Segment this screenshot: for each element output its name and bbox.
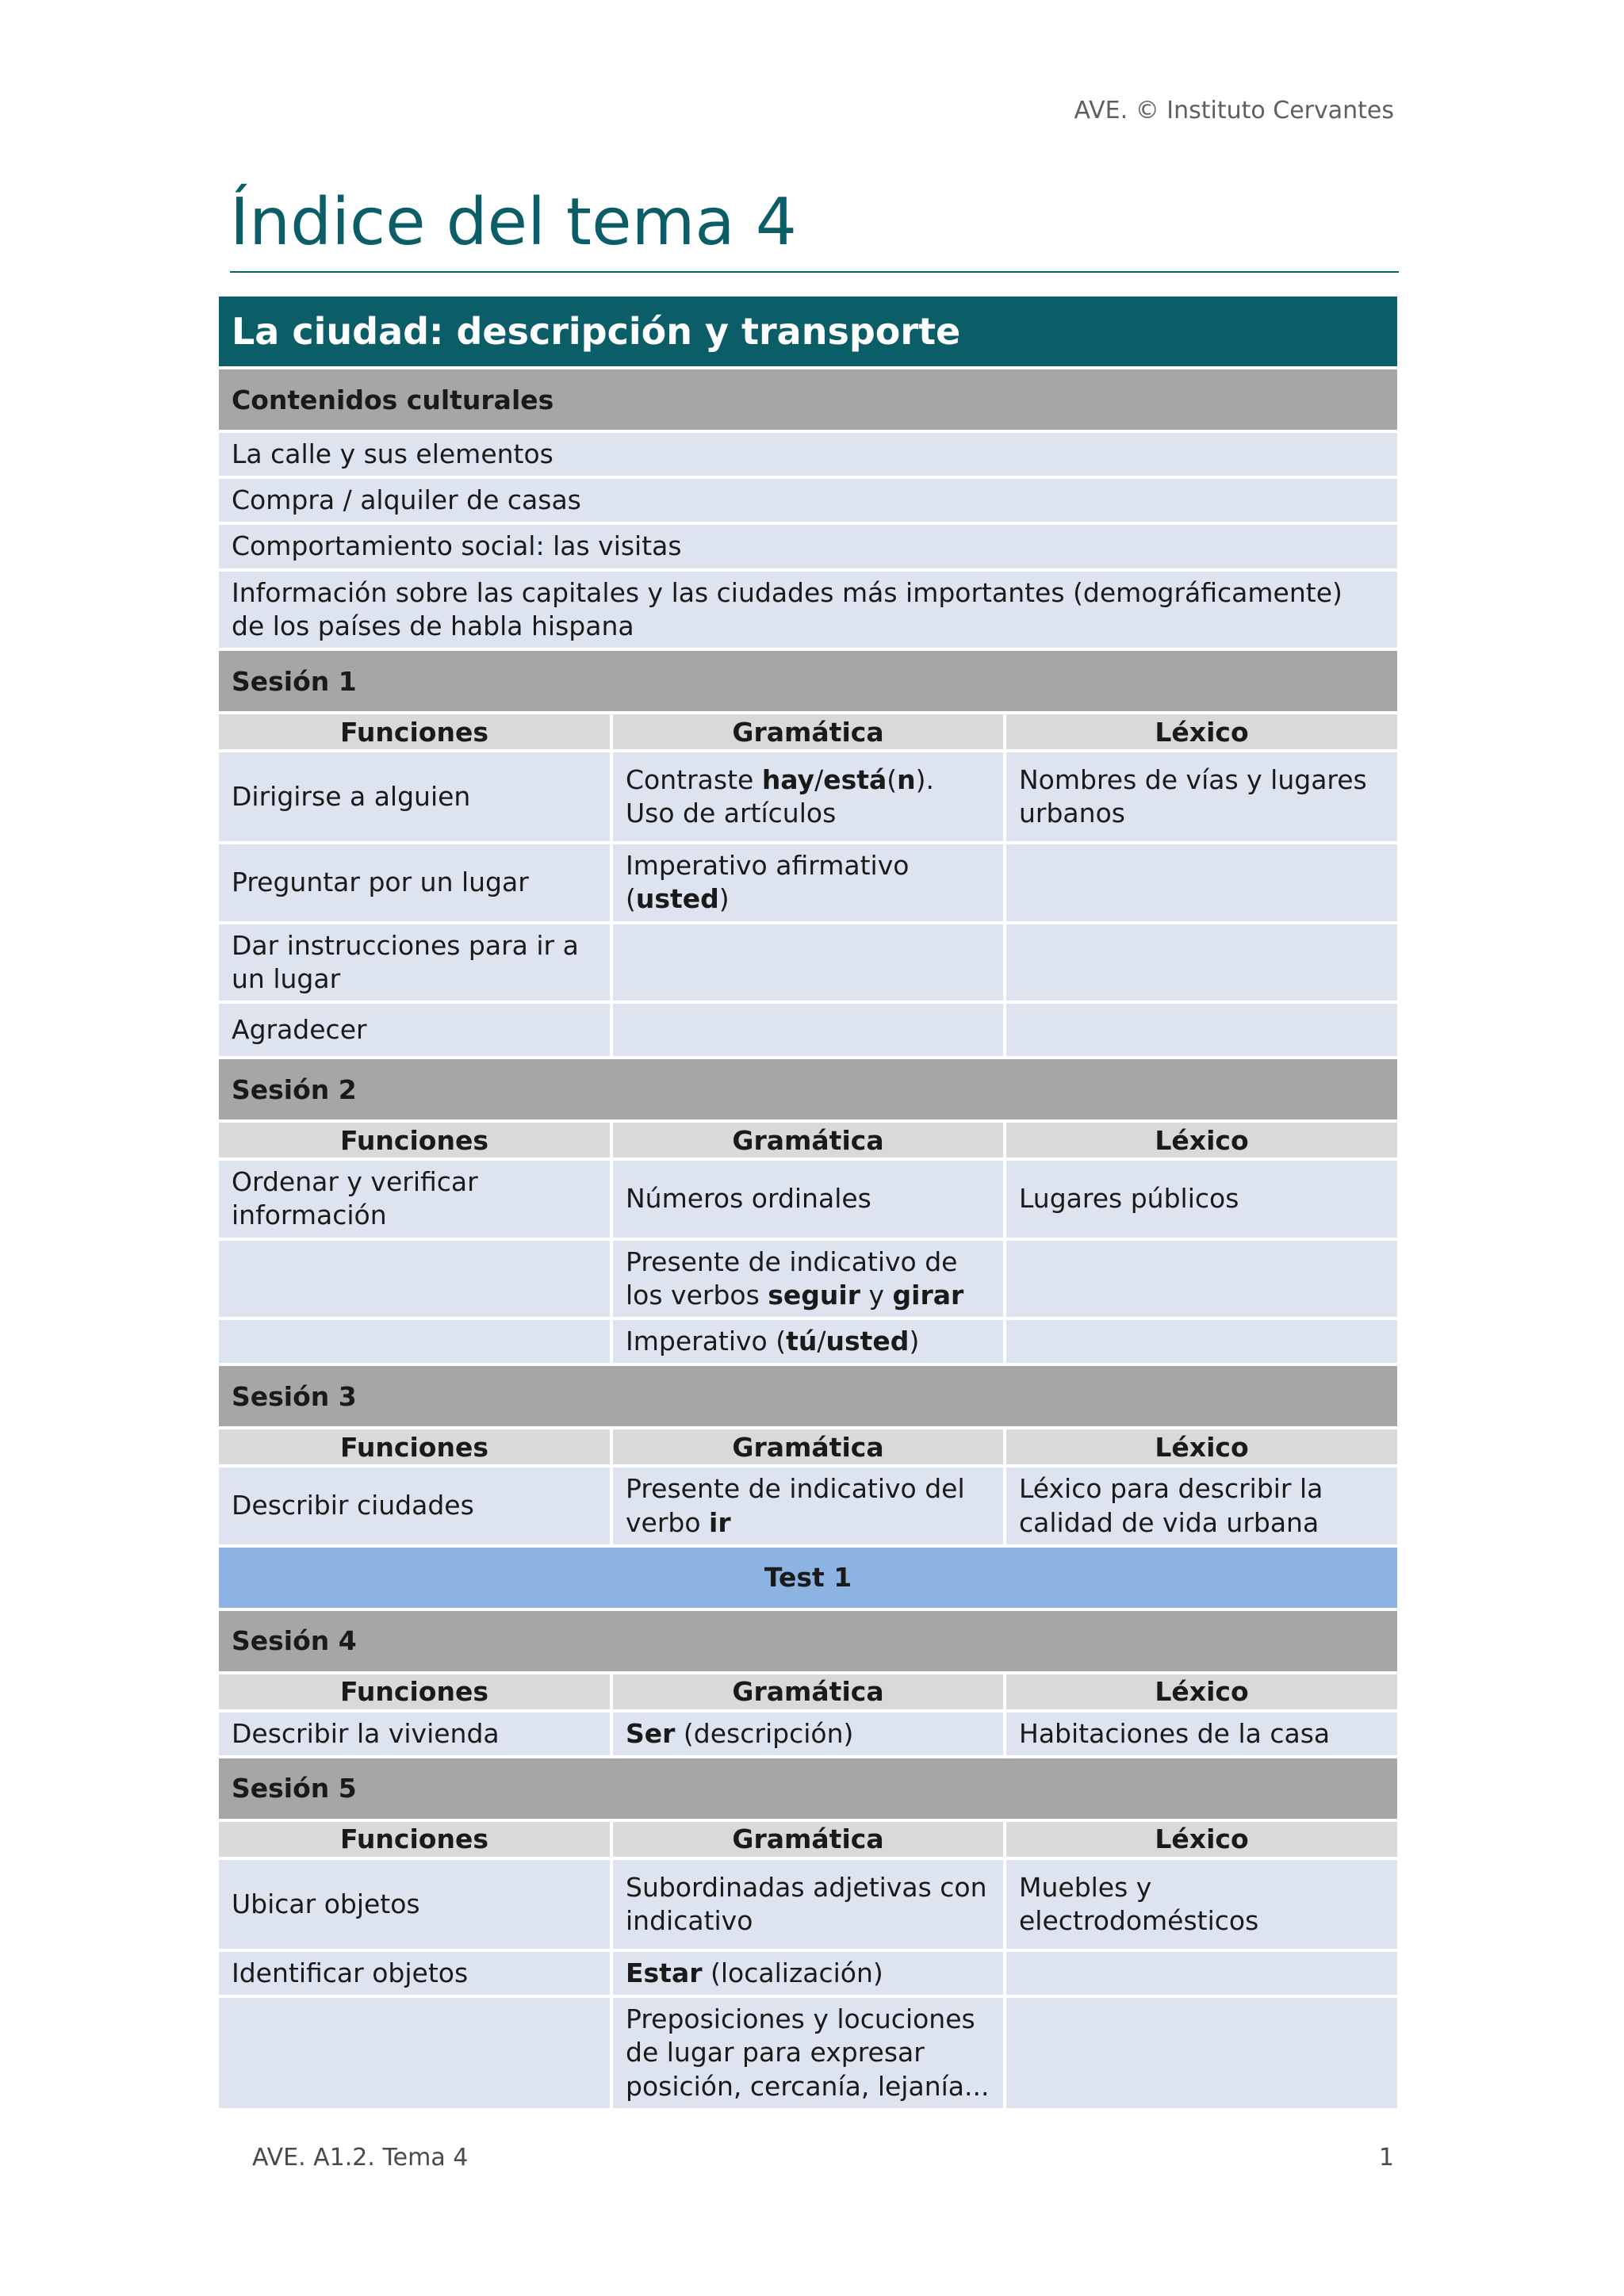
gramatica-cell: Imperativo (tú/usted) — [610, 1320, 1003, 1363]
title-divider — [230, 271, 1399, 273]
funcion-cell: Describir la vivienda — [219, 1712, 610, 1755]
column-header-funciones: Funciones — [219, 1674, 610, 1709]
gramatica-cell: Subordinadas adjetivas con indicativo — [610, 1860, 1003, 1949]
table-row — [219, 1998, 1397, 2108]
contenido-item: La calle y sus elementos — [219, 433, 1397, 476]
copyright-header: AVE. © Instituto Cervantes — [1074, 97, 1394, 124]
contenido-item: Comportamiento social: las visitas — [219, 525, 1397, 568]
funcion-cell — [219, 1320, 610, 1363]
footer-course-label: AVE. A1.2. Tema 4 — [252, 2144, 469, 2172]
table-row — [219, 1004, 1397, 1056]
lexico-cell: Nombres de vías y lugares urbanos — [1003, 752, 1397, 841]
column-header-funciones: Funciones — [219, 1123, 610, 1158]
funcion-cell: Preguntar por un lugar — [219, 844, 610, 920]
test-banner: Test 1 — [219, 1548, 1397, 1608]
unit-title: La ciudad: descripción y transporte — [219, 297, 1397, 366]
contenido-item: Compra / alquiler de casas — [219, 479, 1397, 522]
column-header-gramatica: Gramática — [610, 1822, 1003, 1857]
gramatica-cell: Imperativo afirmativo (usted) — [610, 844, 1003, 920]
lexico-cell — [1003, 844, 1397, 920]
gramatica-cell: Números ordinales — [610, 1161, 1003, 1237]
column-header-lexico: Léxico — [1003, 1429, 1397, 1464]
page-number: 1 — [1378, 2144, 1394, 2172]
table-row — [219, 1320, 1397, 1363]
column-header-lexico: Léxico — [1003, 714, 1397, 749]
funcion-cell: Dirigirse a alguien — [219, 752, 610, 841]
index-table — [219, 293, 1397, 2111]
funcion-cell: Identificar objetos — [219, 1952, 610, 1995]
table-row — [219, 844, 1397, 920]
funcion-cell: Ordenar y verificar información — [219, 1161, 610, 1237]
lexico-cell — [1003, 1004, 1397, 1056]
lexico-cell: Muebles y electrodomésticos — [1003, 1860, 1397, 1949]
column-header-lexico: Léxico — [1003, 1674, 1397, 1709]
table-row — [219, 924, 1397, 1001]
funcion-cell: Describir ciudades — [219, 1468, 610, 1544]
lexico-cell: Lugares públicos — [1003, 1161, 1397, 1237]
column-header-gramatica: Gramática — [610, 1123, 1003, 1158]
table-row — [219, 1468, 1397, 1544]
funcion-cell: Dar instrucciones para ir a un lugar — [219, 924, 610, 1001]
gramatica-cell: Presente de indicativo del verbo ir — [610, 1468, 1003, 1544]
table-row — [219, 1952, 1397, 1995]
lexico-cell — [1003, 1241, 1397, 1317]
funcion-cell: Ubicar objetos — [219, 1860, 610, 1949]
gramatica-cell: Estar (localización) — [610, 1952, 1003, 1995]
column-header-lexico: Léxico — [1003, 1822, 1397, 1857]
lexico-cell — [1003, 1952, 1397, 1995]
table-row — [219, 1241, 1397, 1317]
funcion-cell: Agradecer — [219, 1004, 610, 1056]
lexico-cell: Habitaciones de la casa — [1003, 1712, 1397, 1755]
table-row — [219, 1860, 1397, 1949]
section-header-sesion-5: Sesión 5 — [219, 1758, 1397, 1819]
table-row — [219, 752, 1397, 841]
column-header-gramatica: Gramática — [610, 1674, 1003, 1709]
column-header-funciones: Funciones — [219, 1822, 610, 1857]
column-header-gramatica: Gramática — [610, 1429, 1003, 1464]
funcion-cell — [219, 1998, 610, 2108]
section-header-sesion-3: Sesión 3 — [219, 1366, 1397, 1426]
column-header-funciones: Funciones — [219, 714, 610, 749]
gramatica-cell: Presente de indicativo de los verbos seguir y girar — [610, 1241, 1003, 1317]
page-title: Índice del tema 4 — [230, 185, 797, 260]
gramatica-cell — [610, 924, 1003, 1001]
lexico-cell — [1003, 1998, 1397, 2108]
section-header-sesion-1: Sesión 1 — [219, 651, 1397, 711]
gramatica-cell: Preposiciones y locuciones de lugar para expresar posición, cercanía, lejanía... — [610, 1998, 1003, 2108]
contenido-item: Información sobre las capitales y las ciudades más importantes (demográficamente) de los países de habla hispana — [219, 572, 1397, 648]
section-header-contenidos: Contenidos culturales — [219, 369, 1397, 430]
column-header-funciones: Funciones — [219, 1429, 610, 1464]
column-header-lexico: Léxico — [1003, 1123, 1397, 1158]
column-header-gramatica: Gramática — [610, 714, 1003, 749]
section-header-sesion-2: Sesión 2 — [219, 1059, 1397, 1119]
lexico-cell: Léxico para describir la calidad de vida urbana — [1003, 1468, 1397, 1544]
gramatica-cell: Ser (descripción) — [610, 1712, 1003, 1755]
lexico-cell — [1003, 1320, 1397, 1363]
table-row — [219, 1712, 1397, 1755]
table-row — [219, 1161, 1397, 1237]
gramatica-cell: Contraste hay/está(n). Uso de artículos — [610, 752, 1003, 841]
funcion-cell — [219, 1241, 610, 1317]
section-header-sesion-4: Sesión 4 — [219, 1611, 1397, 1671]
gramatica-cell — [610, 1004, 1003, 1056]
lexico-cell — [1003, 924, 1397, 1001]
